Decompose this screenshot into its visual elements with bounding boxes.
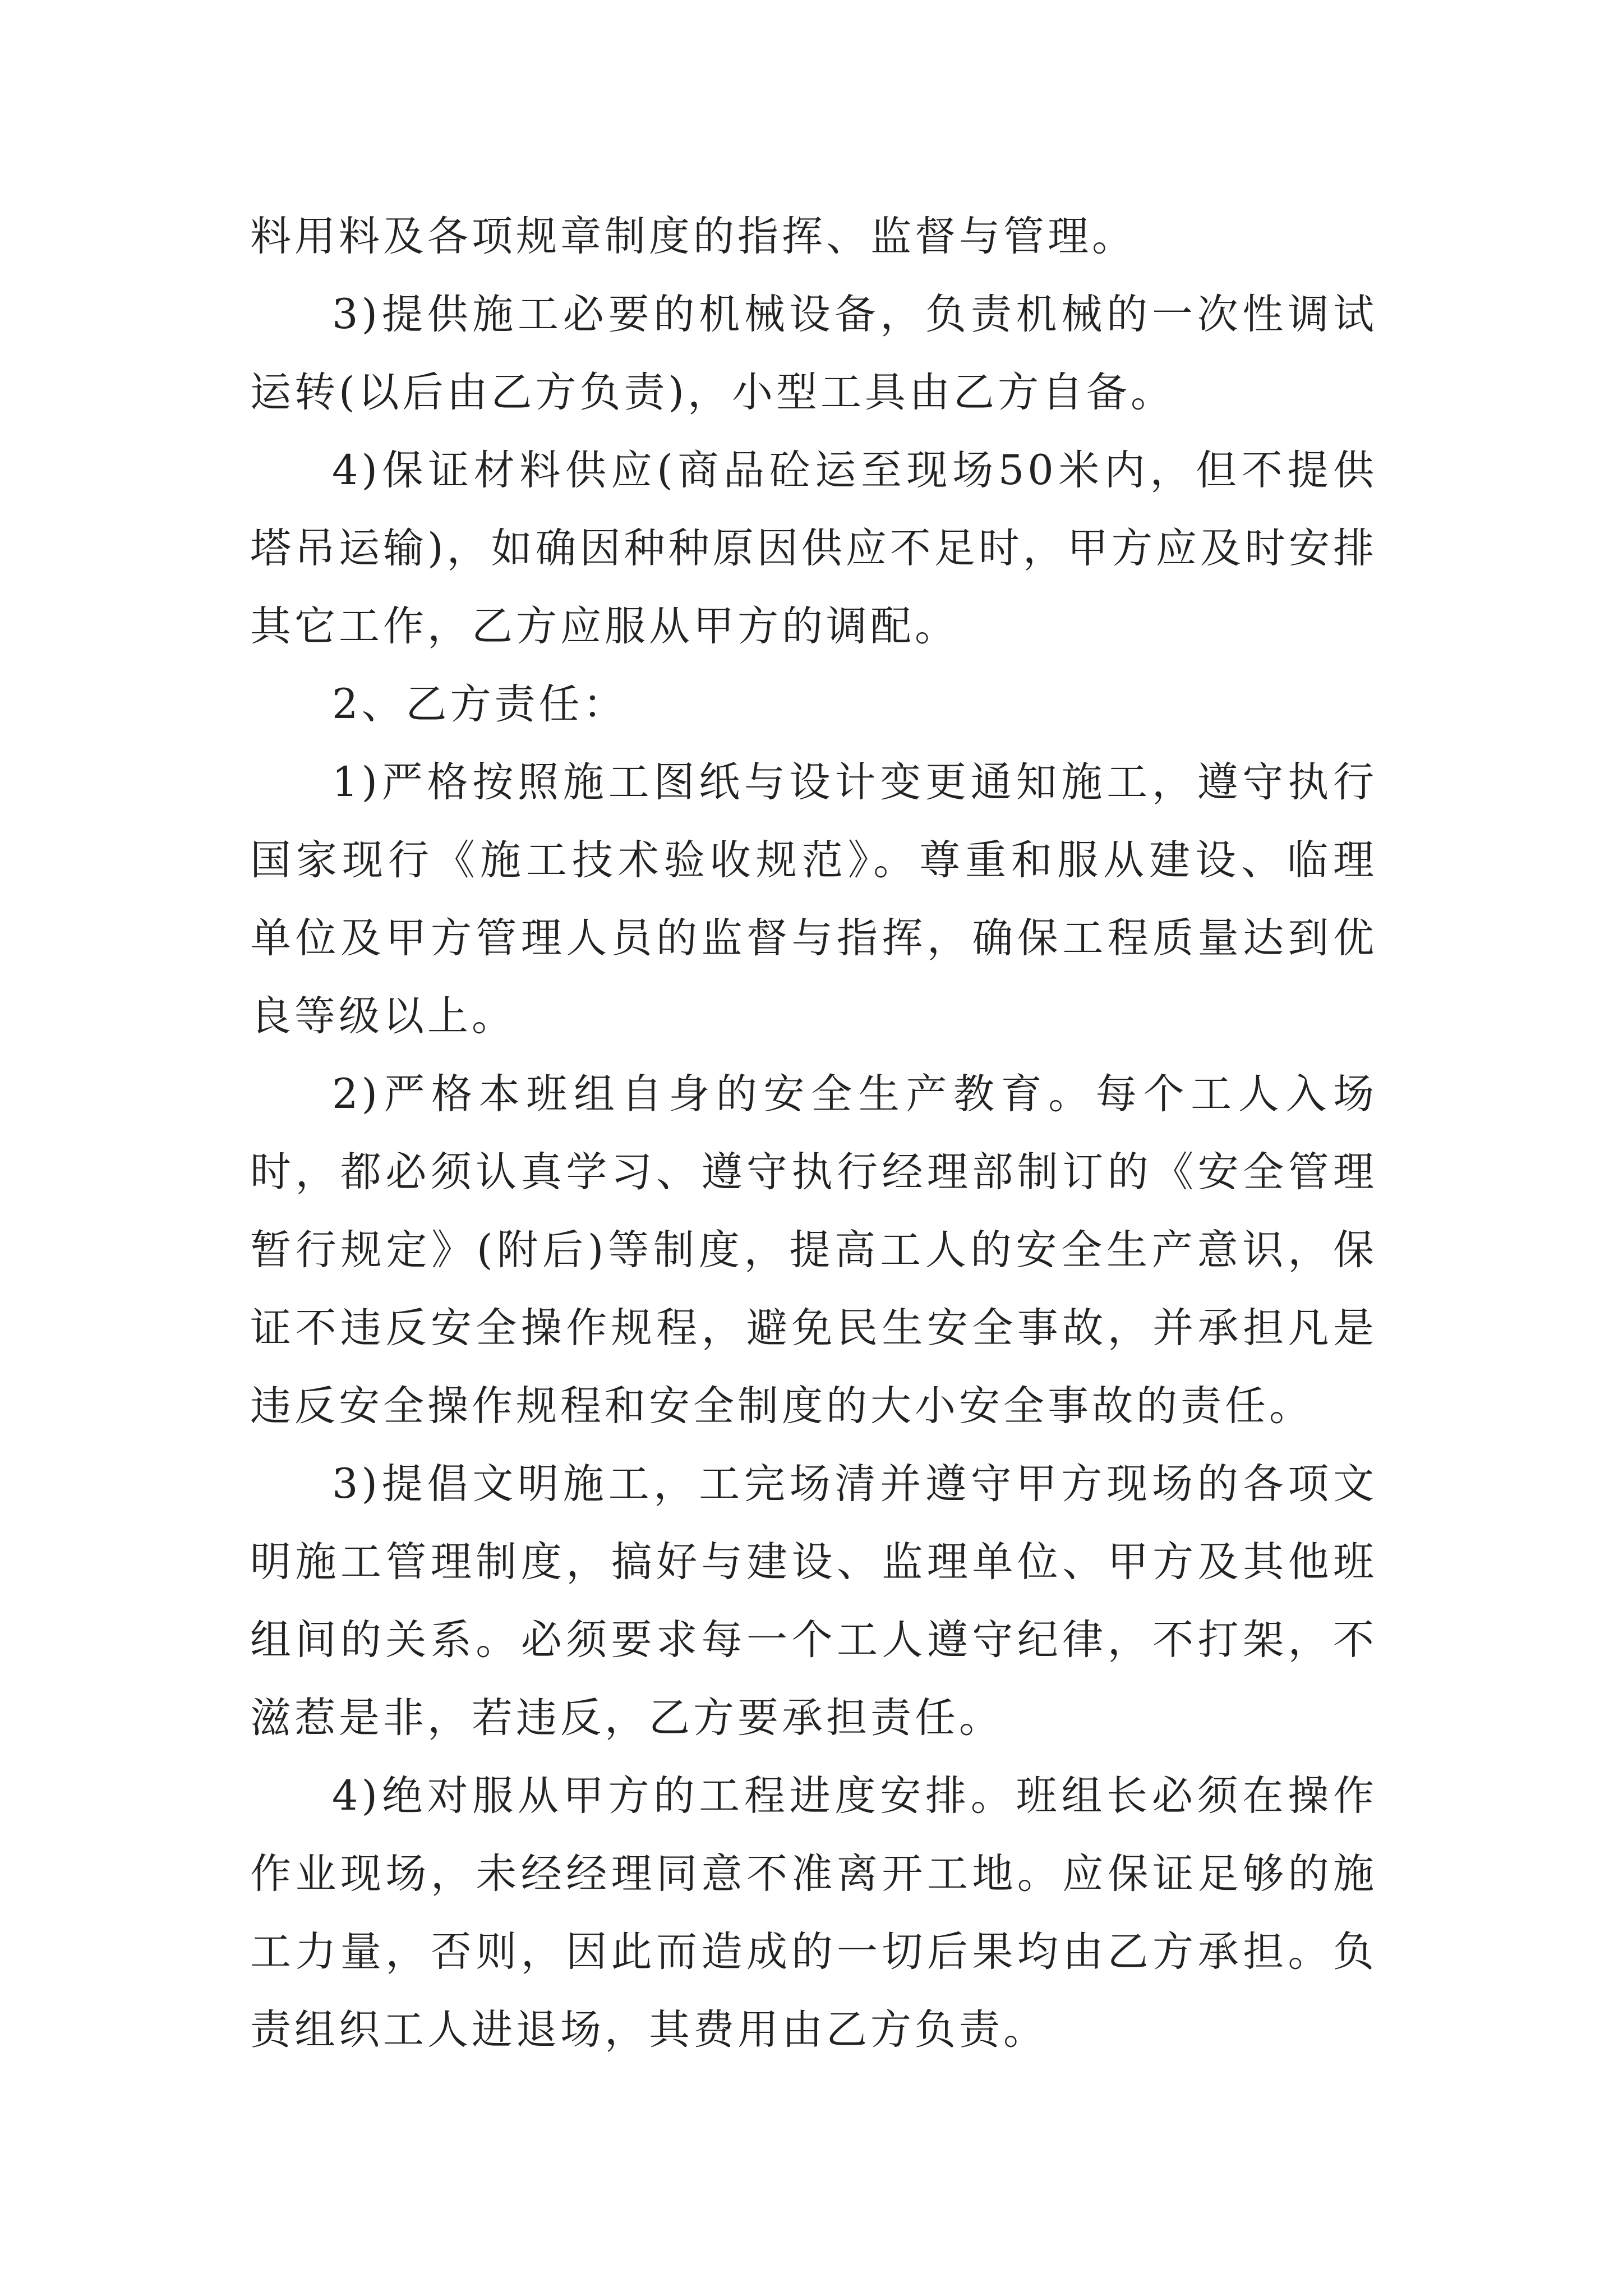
section-heading-party-b-responsibility: 2、乙方责任： bbox=[332, 680, 628, 728]
paragraph-item-3-machinery: 3)提供施工必要的机械设备，负责机械的一次性调试运转(以后由乙方负责)，小型工具由乙方自备。 bbox=[250, 291, 1377, 416]
document-body bbox=[250, 197, 1377, 2069]
paragraph-item-3-civilized-construction: 3)提倡文明施工，工完场清并遵守甲方现场的各项文明施工管理制度，搞好与建设、监理单位、甲方及其他班组间的关系。必须要求每一个工人遵守纪律，不打架，不滋惹是非，若违反，乙方要承担责任。 bbox=[250, 1460, 1377, 1742]
paragraph-continuation: 料用料及各项规章制度的指挥、监督与管理。 bbox=[250, 213, 1136, 260]
paragraph-item-1-construction-standards: 1)严格按照施工图纸与设计变更通知施工，遵守执行国家现行《施工技术验收规范》。尊重和服从建设、临理单位及甲方管理人员的监督与指挥，确保工程质量达到优良等级以上。 bbox=[250, 758, 1377, 1040]
paragraph-item-4-material-supply: 4)保证材料供应(商品砼运至现场50米内，但不提供塔吊运输)，如确因种种原因供应不足时，甲方应及时安排其它工作，乙方应服从甲方的调配。 bbox=[250, 447, 1377, 650]
paragraph-item-2-safety-education: 2)严格本班组自身的安全生产教育。每个工人入场时，都必须认真学习、遵守执行经理部制订的《安全管理暂行规定》(附后)等制度，提高工人的安全生产意识，保证不违反安全操作规程，避免民生安全事故，并承担凡是违反安全操作规程和安全制度的大小安全事故的责任。 bbox=[250, 1070, 1377, 1430]
paragraph-item-4-schedule-compliance: 4)绝对服从甲方的工程进度安排。班组长必须在操作作业现场，未经经理同意不准离开工地。应保证足够的施工力量，否则，因此而造成的一切后果均由乙方承担。负责组织工人进退场，其费用由乙方负责。 bbox=[250, 1772, 1377, 2054]
